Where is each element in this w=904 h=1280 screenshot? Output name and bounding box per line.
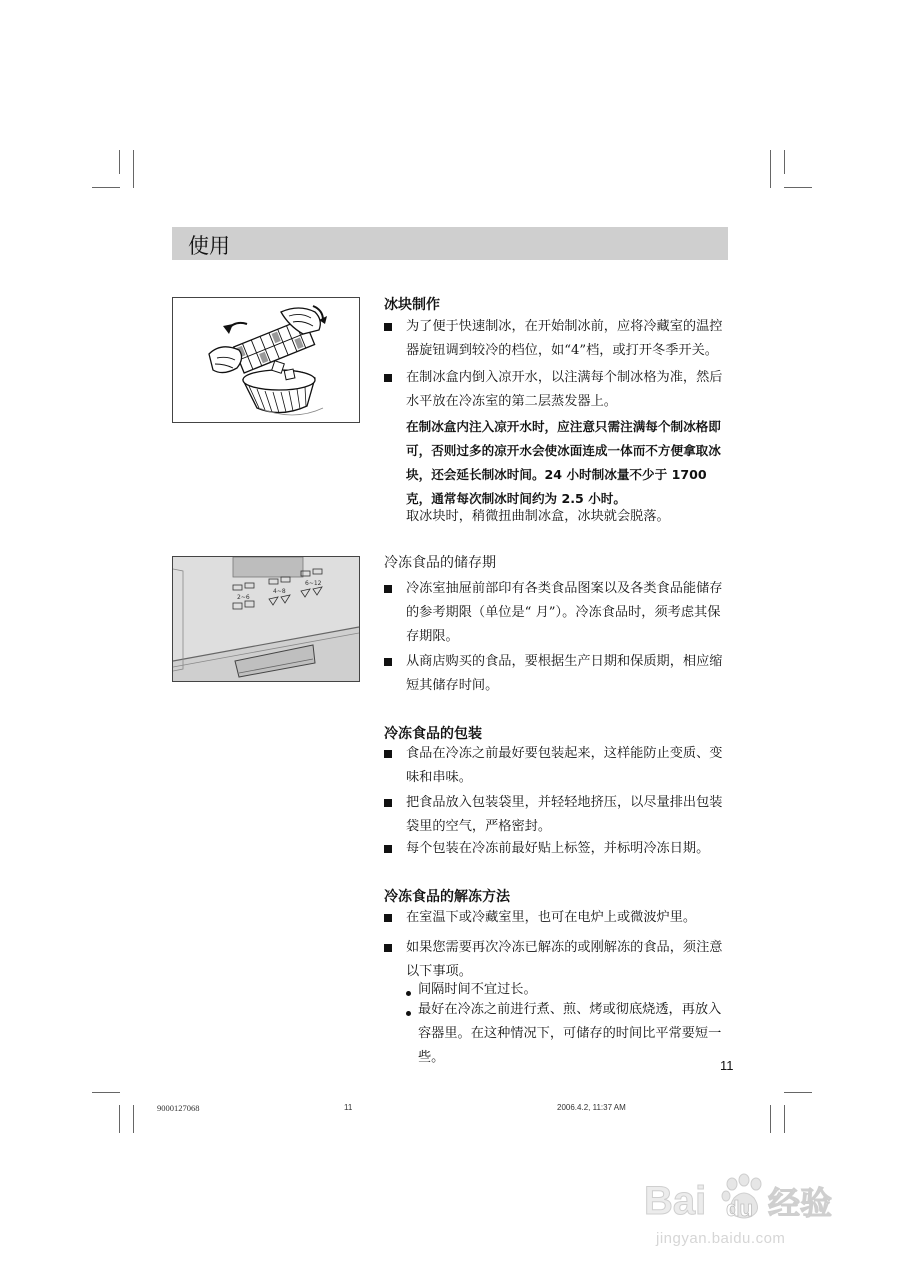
bullet-square-icon: [384, 914, 392, 922]
list-item: 从商店购买的食品，要根据生产日期和保质期，相应缩短其储存时间。: [384, 650, 728, 698]
bullet-square-icon: [384, 658, 392, 666]
crop-mark: [770, 1105, 771, 1133]
crop-mark: [119, 150, 120, 174]
baidu-paw-logo: [640, 1170, 880, 1230]
list-item: 在制冰盒内倒入凉开水，以注满每个制冰格为准，然后水平放在冷冻室的第二层蒸发器上。: [384, 366, 728, 414]
watermark-brand-2: du: [726, 1196, 753, 1221]
list-item: 为了便于快速制冰，在开始制冰前，应将冷藏室的温控器旋钮调到较冷的档位，如“4”档，或打开冬季开关。: [384, 315, 728, 363]
freezer-drawer-illustration: [172, 556, 360, 682]
bullet-dot-icon: [406, 991, 411, 996]
freezer-panel-drawing: [173, 557, 359, 681]
sub-list-item: 最好在冷冻之前进行煮、煎、烤或彻底烧透，再放入容器里。在这种情况下，可储存的时间比平常要短一些。: [406, 998, 728, 1070]
crop-mark: [784, 1092, 812, 1093]
crop-mark: [92, 1092, 120, 1093]
list-item: 如果您需要再次冷冻已解冻的或刚解冻的食品，须注意以下事项。: [384, 936, 728, 984]
page-title: 使用: [188, 234, 230, 258]
ice-tray-drawing: [173, 298, 359, 422]
ice-making-note: 在制冰盒内注入凉开水时，应注意只需注满每个制冰格即可，否则过多的凉开水会使冰面连成一体而不方便拿取冰块，还会延长制冰时间。24 小时制冰量不少于 1700 克，通常每次制冰时间约为 2.5 小时。: [406, 419, 721, 506]
baidu-jingyan-watermark: [640, 1170, 880, 1230]
page-number: 11: [720, 1058, 734, 1073]
crop-mark: [133, 150, 134, 188]
ice-removal-text: 取冰块时，稍微扭曲制冰盒，冰块就会脱落。: [406, 509, 670, 524]
crop-mark: [770, 150, 771, 188]
panel-label: 4~8: [273, 588, 286, 595]
watermark-cn: 经验: [768, 1184, 833, 1222]
panel-label: 2~6: [237, 594, 250, 601]
watermark-brand: Bai: [644, 1179, 707, 1223]
section-title-packaging: 冷冻食品的包装: [384, 726, 482, 742]
crop-mark: [784, 150, 785, 174]
list-item: 在室温下或冷藏室里，也可在电炉上或微波炉里。: [384, 906, 728, 930]
bullet-square-icon: [384, 374, 392, 382]
footer-code: 9000127068: [157, 1103, 200, 1113]
footer-datetime: 2006.4.2, 11:37 AM: [557, 1103, 626, 1112]
bullet-square-icon: [384, 799, 392, 807]
section-title-storage-period: 冷冻食品的储存期: [384, 555, 496, 571]
crop-mark: [119, 1105, 120, 1133]
list-item: 食品在冷冻之前最好要包装起来，这样能防止变质、变味和串味。: [384, 742, 728, 790]
crop-mark: [133, 1105, 134, 1133]
crop-mark: [784, 187, 812, 188]
list-item: 每个包装在冷冻前最好贴上标签，并标明冷冻日期。: [384, 837, 728, 861]
ice-tray-illustration: [172, 297, 360, 423]
watermark-url: jingyan.baidu.com: [656, 1230, 786, 1247]
section-title-ice-making: 冰块制作: [384, 297, 440, 313]
bullet-square-icon: [384, 585, 392, 593]
bullet-square-icon: [384, 750, 392, 758]
bullet-square-icon: [384, 944, 392, 952]
list-item: 冷冻室抽屉前部印有各类食品图案以及各类食品能储存的参考期限（单位是“ 月”）。冷冻食品时，须考虑其保存期限。: [384, 577, 728, 649]
crop-mark: [784, 1105, 785, 1133]
footer-page: 11: [344, 1103, 353, 1112]
list-item: 把食品放入包装袋里，并轻轻地挤压，以尽量排出包装袋里的空气，严格密封。: [384, 791, 728, 839]
section-title-thawing: 冷冻食品的解冻方法: [384, 889, 510, 905]
bullet-square-icon: [384, 323, 392, 331]
crop-mark: [92, 187, 120, 188]
section-header-bar: [172, 227, 728, 260]
bullet-square-icon: [384, 845, 392, 853]
panel-label: 6~12: [305, 580, 322, 587]
sub-list-item: 间隔时间不宜过长。: [406, 978, 728, 1002]
bullet-dot-icon: [406, 1011, 411, 1016]
